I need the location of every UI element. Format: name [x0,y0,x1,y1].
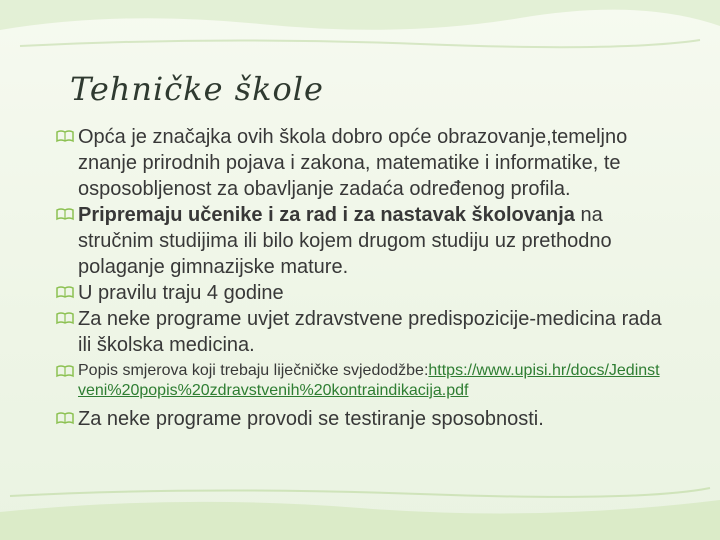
bullet-bold-text: Pripremaju učenike i za rad i za nastavak školovanja [78,204,575,226]
bullet-item [56,202,666,280]
bullet-text: Opća je značajka ovih škola dobro opće obrazovanje,temeljno znanje prirodnih pojava i zakona, matematike i informatike, te osposobljenost za obavljanje zadaća određenog profila. [78,126,628,200]
pdf-link[interactable]: https://www.upisi.hr/docs/Jedinstveni%20popis%20zdravstvenih%20kontraindikacija.pdf [78,362,660,399]
bullet-text: Za neke programe uvjet zdravstvene predispozicije-medicina rada ili školska medicina. [78,308,662,356]
bullet-item [56,124,666,202]
book-icon [56,364,74,378]
bullet-list [56,124,666,432]
book-icon [56,129,74,143]
bullet-item [56,280,666,306]
slide-title: Tehničke škole [70,70,324,108]
book-icon [56,411,74,425]
bullet-text: na stručnim studijima ili bilo kojem drugom studiju uz prethodno polaganje gimnazijske mature. [78,204,612,278]
bullet-text: Za neke programe provodi se testiranje sposobnosti. [78,408,544,430]
bullet-item [56,306,666,358]
book-icon [56,207,74,221]
book-icon [56,285,74,299]
bullet-item [56,361,666,401]
bullet-item [56,406,666,432]
bullet-text: Popis smjerova koji trebaju liječničke svjedodžbe: [78,362,429,379]
bullet-text: U pravilu traju 4 godine [78,282,284,304]
book-icon [56,311,74,325]
